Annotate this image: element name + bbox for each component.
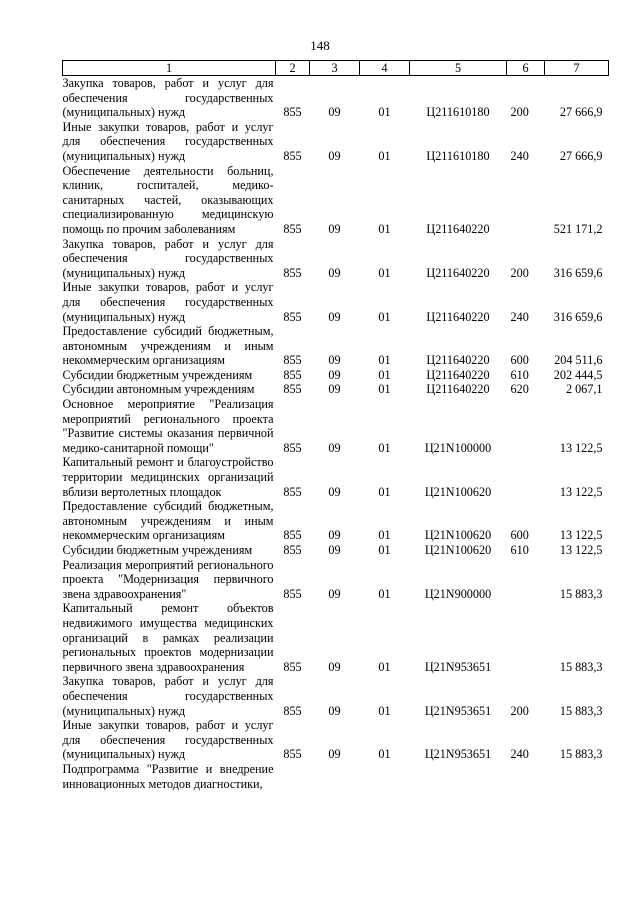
row-c2-cell: 855 — [283, 148, 302, 163]
row-c4-cell: 01 — [378, 367, 391, 382]
row-c3-cell: 09 — [328, 309, 341, 324]
row-c2-cell: 855 — [283, 309, 302, 324]
row-c6-cell: 240 — [510, 747, 529, 762]
table-row — [63, 499, 609, 543]
row-c7-cell: 13 122,5 — [559, 440, 603, 455]
row-c5-cell: Ц211640220 — [426, 221, 490, 236]
row-c3-cell: 09 — [328, 543, 341, 557]
row-name-cell: Предоставление субсидий бюджетным, автономным учреждениям и иным некоммерческим организациям — [62, 499, 274, 543]
row-c5-cell: Ц211610180 — [426, 105, 490, 120]
row-c5-cell: Ц211640220 — [426, 367, 490, 382]
row-c4-cell: 01 — [378, 659, 391, 674]
row-c3-cell: 09 — [328, 105, 341, 120]
row-c2-cell: 855 — [283, 221, 302, 236]
row-c4-cell: 01 — [378, 382, 391, 397]
row-c5-cell: Ц211640220 — [426, 353, 490, 368]
row-c2-cell: 855 — [283, 586, 302, 601]
table-row — [63, 76, 609, 120]
row-c6-cell: 240 — [510, 148, 529, 163]
row-c7-cell: 27 666,9 — [559, 105, 603, 120]
row-c5-cell: Ц211610180 — [426, 148, 490, 163]
row-c3-cell: 09 — [328, 703, 341, 718]
column-header: 3 — [310, 61, 360, 76]
row-c7-cell: 13 122,5 — [559, 484, 603, 499]
row-c4-cell: 01 — [378, 353, 391, 368]
row-c5-cell: Ц211640220 — [426, 309, 490, 324]
row-c5-cell: Ц21N100000 — [424, 440, 492, 455]
row-c2-cell: 855 — [283, 528, 302, 543]
row-c3-cell: 09 — [328, 353, 341, 368]
row-c5-cell: Ц21N953651 — [424, 659, 492, 674]
row-c2-cell: 855 — [283, 367, 302, 382]
row-c7-cell: 204 511,6 — [554, 353, 603, 368]
table-row — [63, 397, 609, 455]
row-name-cell: Закупка товаров, работ и услуг для обеспечения государственных (муниципальных) нужд — [62, 76, 274, 120]
row-c6-cell: 620 — [510, 382, 529, 397]
row-c3-cell: 09 — [328, 484, 341, 499]
row-name-cell: Обеспечение деятельности больниц, клиник, госпиталей, медико-санитарных частей, оказывающих специализированную медицинскую помощь по прочим заболеваниям — [62, 163, 274, 236]
row-c3-cell: 09 — [328, 265, 341, 280]
row-name-cell: Основное мероприятие "Реализация мероприятий регионального проекта "Развитие системы оказания первичной медико-санитарной помощи" — [62, 397, 274, 455]
table-row — [63, 455, 609, 499]
row-name-cell: Реализация мероприятий регионального проекта "Модернизация первичного звена здравоохранения" — [62, 557, 274, 601]
row-c4-cell — [360, 762, 410, 791]
row-c4-cell: 01 — [378, 484, 391, 499]
row-c5-cell: Ц21N953651 — [424, 747, 492, 762]
row-c2-cell: 855 — [283, 484, 302, 499]
row-c3-cell: 09 — [328, 367, 341, 382]
table-row — [63, 280, 609, 324]
row-c5-cell: Ц21N100620 — [424, 543, 492, 557]
row-c2-cell: 855 — [283, 440, 302, 455]
table-row — [63, 674, 609, 718]
row-c4-cell: 01 — [378, 528, 391, 543]
row-c7-cell: 316 659,6 — [553, 265, 603, 280]
column-header: 6 — [507, 61, 545, 76]
row-c2-cell: 855 — [283, 105, 302, 120]
row-c2-cell: 855 — [283, 747, 302, 762]
row-c4-cell: 01 — [378, 221, 391, 236]
row-c5-cell: Ц21N900000 — [424, 586, 492, 601]
row-c5-cell: Ц211640220 — [426, 265, 490, 280]
row-c5-cell: Ц21N100620 — [424, 484, 492, 499]
row-c6-cell: 200 — [510, 105, 529, 120]
row-c3-cell — [310, 762, 360, 791]
row-c3-cell: 09 — [328, 221, 341, 236]
row-c4-cell: 01 — [378, 265, 391, 280]
row-c7-cell: 13 122,5 — [559, 528, 603, 543]
row-name-cell: Иные закупки товаров, работ и услуг для обеспечения государственных (муниципальных) нужд — [62, 119, 274, 163]
row-c4-cell: 01 — [378, 440, 391, 455]
row-name-cell: Иные закупки товаров, работ и услуг для обеспечения государственных (муниципальных) нужд — [62, 718, 274, 762]
column-header: 4 — [360, 61, 410, 76]
table-row — [63, 718, 609, 762]
row-c7-cell — [545, 762, 609, 791]
row-c6-cell: 610 — [510, 367, 529, 382]
row-name-cell: Капитальный ремонт и благоустройство территории медицинских организаций вблизи вертолетных площадок — [62, 455, 274, 499]
row-c5-cell: Ц21N953651 — [424, 703, 492, 718]
row-c4-cell: 01 — [378, 105, 391, 120]
table-row — [63, 601, 609, 674]
row-c6-cell — [507, 558, 545, 602]
table-body — [63, 76, 609, 792]
row-name-cell: Капитальный ремонт объектов недвижимого имущества медицинских организаций в рамках реализации региональных проектов модернизации первичного звена здравоохранения — [62, 601, 274, 674]
row-name-cell: Предоставление субсидий бюджетным, автономным учреждениям и иным некоммерческим организациям — [62, 324, 274, 368]
page-number: 148 — [310, 38, 330, 53]
table-row — [63, 120, 609, 164]
budget-table — [62, 60, 609, 791]
row-c7-cell: 27 666,9 — [559, 148, 603, 163]
row-c4-cell: 01 — [378, 747, 391, 762]
row-c3-cell: 09 — [328, 528, 341, 543]
table-row — [63, 558, 609, 602]
row-c3-cell: 09 — [328, 659, 341, 674]
row-c7-cell: 15 883,3 — [559, 703, 603, 718]
column-header: 2 — [276, 61, 310, 76]
row-c7-cell: 15 883,3 — [559, 659, 603, 674]
row-c7-cell: 15 883,3 — [559, 747, 603, 762]
row-c7-cell: 2 067,1 — [565, 382, 603, 397]
row-c7-cell: 521 171,2 — [553, 221, 603, 236]
row-c6-cell: 600 — [510, 528, 529, 543]
row-c3-cell: 09 — [328, 586, 341, 601]
row-name-cell: Закупка товаров, работ и услуг для обеспечения государственных (муниципальных) нужд — [62, 236, 274, 280]
row-c6-cell — [507, 455, 545, 499]
row-c6-cell — [507, 397, 545, 455]
row-c5-cell: Ц211640220 — [426, 382, 490, 397]
row-name-cell: Субсидии автономным учреждениям — [62, 382, 255, 397]
row-c2-cell: 855 — [283, 353, 302, 368]
row-name-cell: Иные закупки товаров, работ и услуг для обеспечения государственных (муниципальных) нужд — [62, 280, 274, 324]
row-c4-cell: 01 — [378, 703, 391, 718]
row-c3-cell: 09 — [328, 148, 341, 163]
row-c6-cell: 240 — [510, 309, 529, 324]
row-c6-cell: 200 — [510, 703, 529, 718]
table-header-row — [63, 61, 609, 76]
row-c6-cell: 610 — [510, 543, 529, 557]
table-row — [63, 762, 609, 791]
row-c7-cell: 13 122,5 — [559, 543, 603, 557]
row-c6-cell — [507, 164, 545, 237]
table-row — [63, 382, 609, 397]
row-c3-cell: 09 — [328, 747, 341, 762]
row-c6-cell — [507, 601, 545, 674]
row-c4-cell: 01 — [378, 543, 391, 557]
row-c4-cell: 01 — [378, 148, 391, 163]
row-c5-cell — [410, 762, 507, 791]
row-c3-cell: 09 — [328, 382, 341, 397]
row-c3-cell: 09 — [328, 440, 341, 455]
column-header: 1 — [63, 61, 276, 76]
row-name-cell: Субсидии бюджетным учреждениям — [62, 367, 253, 382]
column-header: 5 — [410, 61, 507, 76]
table-row — [63, 237, 609, 281]
row-c2-cell: 855 — [283, 703, 302, 718]
row-c4-cell: 01 — [378, 586, 391, 601]
row-c7-cell: 202 444,5 — [553, 367, 603, 382]
table-row — [63, 164, 609, 237]
row-c4-cell: 01 — [378, 309, 391, 324]
row-c2-cell — [276, 762, 310, 791]
row-c2-cell: 855 — [283, 382, 302, 397]
row-name-cell: Субсидии бюджетным учреждениям — [62, 543, 253, 557]
table-row — [63, 368, 609, 383]
row-c5-cell: Ц21N100620 — [424, 528, 492, 543]
row-name-cell: Подпрограмма "Развитие и внедрение инновационных методов диагностики, — [62, 761, 274, 791]
row-c2-cell: 855 — [283, 265, 302, 280]
column-header: 7 — [545, 61, 609, 76]
row-c2-cell: 855 — [283, 659, 302, 674]
row-name-cell: Закупка товаров, работ и услуг для обеспечения государственных (муниципальных) нужд — [62, 674, 274, 718]
row-c6-cell: 200 — [510, 265, 529, 280]
table-row — [63, 324, 609, 368]
row-c7-cell: 15 883,3 — [559, 586, 603, 601]
row-c6-cell: 600 — [510, 353, 529, 368]
row-c6-cell — [507, 762, 545, 791]
table-row — [63, 543, 609, 558]
row-c2-cell: 855 — [283, 543, 302, 557]
row-c7-cell: 316 659,6 — [553, 309, 603, 324]
